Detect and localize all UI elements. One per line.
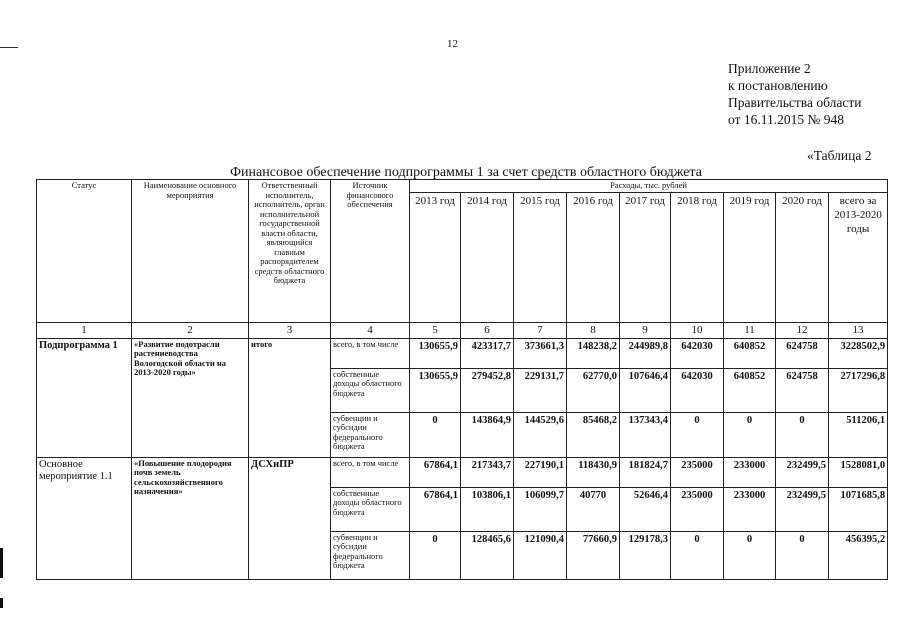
- value-cell: 642030: [671, 338, 724, 368]
- value-cell: 233000: [724, 457, 776, 487]
- table-row: [37, 338, 888, 368]
- value-cell: 235000: [671, 457, 724, 487]
- value-cell: 642030: [671, 368, 724, 412]
- value-cell: 121090,4: [514, 531, 567, 579]
- column-number: 10: [671, 322, 724, 338]
- document-title: Финансовое обеспечение подпрограммы 1 за счет средств областного бюджета: [230, 165, 702, 180]
- header-expenses: Расходы, тыс. рублей: [410, 180, 888, 193]
- column-number: 6: [461, 322, 514, 338]
- value-cell: 232499,5: [776, 487, 829, 531]
- header-year: 2019 год: [724, 192, 776, 322]
- row-status: Основное мероприятие 1.1: [37, 457, 132, 579]
- header-year: 2014 год: [461, 192, 514, 322]
- row-executor: ДСХиПР: [249, 457, 331, 579]
- header-status: Статус: [37, 180, 132, 323]
- value-cell: 67864,1: [410, 487, 461, 531]
- value-cell: 456395,2: [829, 531, 888, 579]
- row-executor: итого: [249, 338, 331, 457]
- appendix-block: [728, 60, 861, 128]
- value-cell: 85468,2: [567, 412, 620, 457]
- value-cell: 2717296,8: [829, 368, 888, 412]
- binding-mark: [0, 598, 3, 608]
- row-source: субвенции и субсидии федерального бюджета: [331, 531, 410, 579]
- value-cell: 640852: [724, 338, 776, 368]
- row-status: Подпрограмма 1: [37, 338, 132, 457]
- value-cell: 0: [410, 531, 461, 579]
- value-cell: 0: [776, 412, 829, 457]
- edge-line: [0, 47, 18, 48]
- header-name: Наименование основного мероприятия: [132, 180, 249, 323]
- value-cell: 373661,3: [514, 338, 567, 368]
- value-cell: 0: [724, 412, 776, 457]
- header-year: 2016 год: [567, 192, 620, 322]
- row-source: собственные доходы областного бюджета: [331, 487, 410, 531]
- column-number: 4: [331, 322, 410, 338]
- header-executor: Ответственный исполнитель, исполнитель, орган исполнительной государственной власти области, являющийся главным распорядителем средств областного бюджета: [249, 180, 331, 323]
- row-source: всего, в том числе: [331, 338, 410, 368]
- column-number: 8: [567, 322, 620, 338]
- value-cell: 0: [671, 531, 724, 579]
- value-cell: 1071685,8: [829, 487, 888, 531]
- value-cell: 1528081,0: [829, 457, 888, 487]
- header-year: 2013 год: [410, 192, 461, 322]
- value-cell: 217343,7: [461, 457, 514, 487]
- value-cell: 40770: [567, 487, 620, 531]
- value-cell: 624758: [776, 368, 829, 412]
- value-cell: 0: [671, 412, 724, 457]
- value-cell: 229131,7: [514, 368, 567, 412]
- header-source: Источник финансового обеспечения: [331, 180, 410, 323]
- appendix-line: Правительства области: [728, 95, 862, 110]
- column-number: 1: [37, 322, 132, 338]
- value-cell: 181824,7: [620, 457, 671, 487]
- value-cell: 144529,6: [514, 412, 567, 457]
- value-cell: 227190,1: [514, 457, 567, 487]
- appendix-line: от 16.11.2015 № 948: [728, 112, 844, 127]
- binding-mark: [0, 548, 3, 578]
- column-number: 9: [620, 322, 671, 338]
- value-cell: 130655,9: [410, 368, 461, 412]
- value-cell: 128465,6: [461, 531, 514, 579]
- column-number: 5: [410, 322, 461, 338]
- value-cell: 129178,3: [620, 531, 671, 579]
- value-cell: 232499,5: [776, 457, 829, 487]
- column-number: 3: [249, 322, 331, 338]
- column-number: 7: [514, 322, 567, 338]
- value-cell: 77660,9: [567, 531, 620, 579]
- value-cell: 0: [776, 531, 829, 579]
- value-cell: 233000: [724, 487, 776, 531]
- table-row: [37, 457, 888, 487]
- value-cell: 137343,4: [620, 412, 671, 457]
- page-number: 12: [447, 38, 458, 50]
- column-number: 12: [776, 322, 829, 338]
- value-cell: 235000: [671, 487, 724, 531]
- column-number: 11: [724, 322, 776, 338]
- row-name: «Повышение плодородия почв земель сельскохозяйственного назначения»: [132, 457, 249, 579]
- value-cell: 279452,8: [461, 368, 514, 412]
- row-name: «Развитие подотрасли растениеводства Вологодской области на 2013-2020 годы»: [132, 338, 249, 457]
- column-number: 2: [132, 322, 249, 338]
- value-cell: 118430,9: [567, 457, 620, 487]
- header-year: 2017 год: [620, 192, 671, 322]
- value-cell: 624758: [776, 338, 829, 368]
- value-cell: 62770,0: [567, 368, 620, 412]
- value-cell: 148238,2: [567, 338, 620, 368]
- header-year: 2015 год: [514, 192, 567, 322]
- value-cell: 52646,4: [620, 487, 671, 531]
- row-source: всего, в том числе: [331, 457, 410, 487]
- value-cell: 244989,8: [620, 338, 671, 368]
- value-cell: 0: [724, 531, 776, 579]
- value-cell: 3228502,9: [829, 338, 888, 368]
- value-cell: 143864,9: [461, 412, 514, 457]
- header-year: 2020 год: [776, 192, 829, 322]
- table-label: «Таблица 2: [807, 148, 872, 163]
- value-cell: 640852: [724, 368, 776, 412]
- value-cell: 130655,9: [410, 338, 461, 368]
- value-cell: 0: [410, 412, 461, 457]
- value-cell: 103806,1: [461, 487, 514, 531]
- header-year: 2018 год: [671, 192, 724, 322]
- value-cell: 511206,1: [829, 412, 888, 457]
- value-cell: 67864,1: [410, 457, 461, 487]
- finance-table: [36, 179, 888, 580]
- appendix-line: к постановлению: [728, 78, 828, 93]
- appendix-line: Приложение 2: [728, 61, 811, 76]
- row-source: субвенции и субсидии федерального бюджета: [331, 412, 410, 457]
- header-year-total: всего за 2013-2020 годы: [829, 192, 888, 322]
- column-number: 13: [829, 322, 888, 338]
- value-cell: 107646,4: [620, 368, 671, 412]
- value-cell: 423317,7: [461, 338, 514, 368]
- row-source: собственные доходы областного бюджета: [331, 368, 410, 412]
- value-cell: 106099,7: [514, 487, 567, 531]
